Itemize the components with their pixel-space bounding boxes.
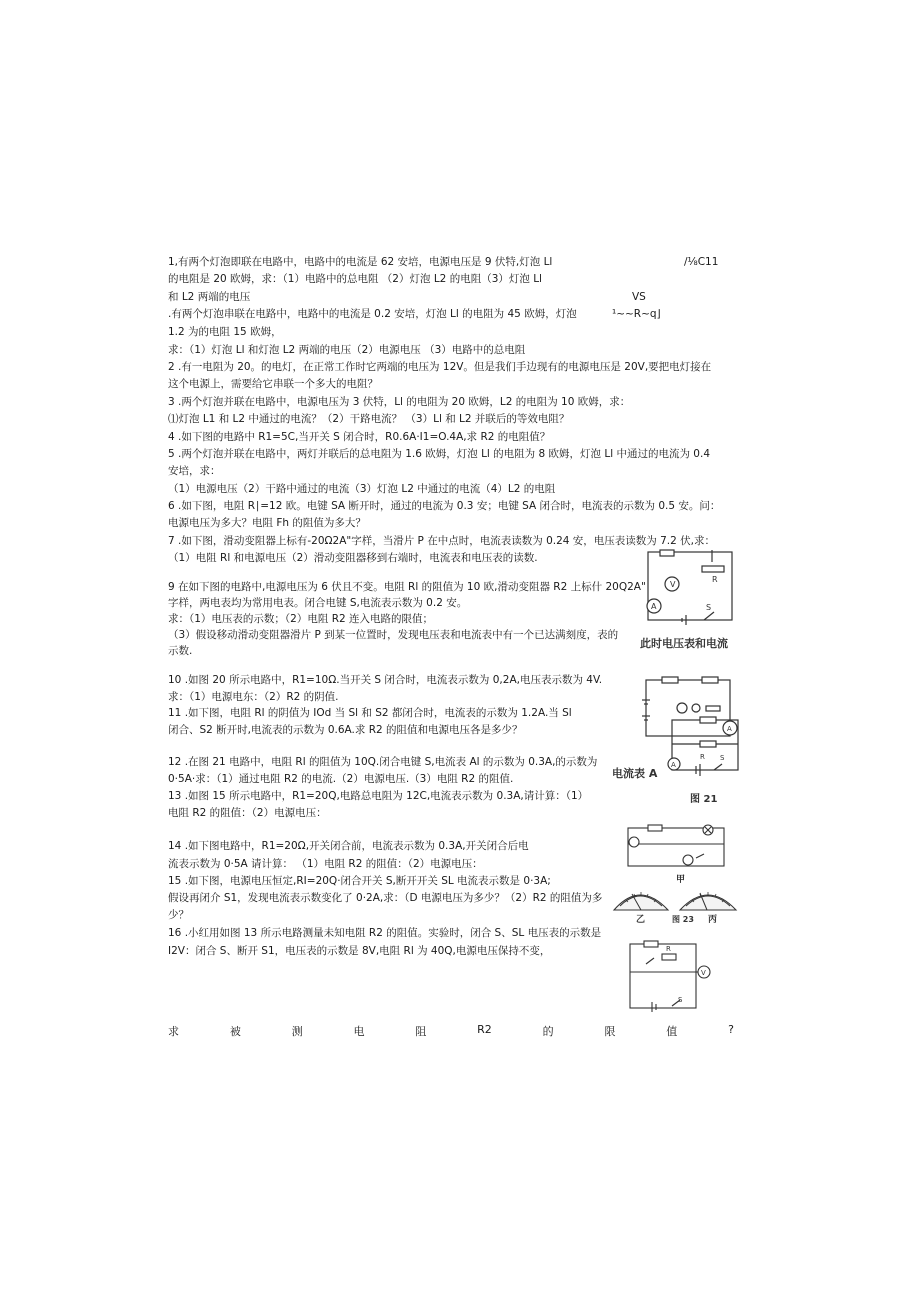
problem-3-line-1: 3 .两个灯泡并联在电路中，电源电压为 3 伏特，Ll 的电阻为 20 欧姆，L2 的电阻为 10 欧姆，求：	[168, 396, 631, 408]
problem-5-line-1: 5 .两个灯泡并联在电路中，两灯并联后的总电阻为 1.6 欧姆，灯泡 Ll 的电阻为 8 欧姆，灯泡 Ll 中通过的电流为 0.4	[168, 448, 711, 460]
final-word: 被	[229, 1025, 241, 1038]
figure-21-caption: 图 21	[690, 794, 718, 805]
problem-12-line-2: 0·5A·求：（1）通过电阻 R2 的电流.（2）电源电压.（3）电阻 R2 的阻值.	[168, 773, 514, 785]
problem-1-line-3: 和 L2 两端的电压	[168, 291, 251, 303]
circuit-figure-jia	[622, 820, 732, 872]
final-word: 限	[604, 1025, 616, 1038]
problem-13-line-2: 电阻 R2 的阻值：（2）电源电压：	[168, 807, 327, 819]
problem-5-line-3: （1）电源电压（2）干路中通过的电流（3）灯泡 L2 中通过的电流（4）L2 的电阻	[168, 483, 556, 495]
problem-14-line-1: 14 .如下图电路中，R1=20Ω,开关闭合前，电流表示数为 0.3A,开关闭合后电	[168, 840, 529, 852]
svg-text:A: A	[727, 725, 732, 733]
side-note-1: /⅛C11	[684, 256, 719, 268]
svg-text:S: S	[678, 996, 683, 1004]
problem-2-line-2: 这个电源上，需要给它串联一个多大的电阻？	[168, 378, 378, 390]
problem-1b-line-1: .有两个灯泡串联在电路中，电路中的电流是 0.2 安培，灯泡 Ll 的电阻为 45 欧姆，灯泡	[168, 308, 577, 320]
meter-yi-label: 乙	[636, 915, 646, 925]
svg-text:V: V	[670, 580, 676, 589]
final-word: ?	[728, 1023, 734, 1036]
problem-1b-line-2: 1.2 为的电阻 15 欧姆，	[168, 326, 282, 338]
side-note-2: VS	[632, 291, 646, 303]
problem-6-line-2: 电源电压为多大？电阻 Fh 的阻值为多大？	[168, 517, 366, 529]
problem-9-line-2: 字样，两电表均为常用电表。闭合电键 S,电流表示数为 0.2 安。	[168, 597, 468, 609]
problem-5-line-2: 安培，求：	[168, 465, 221, 477]
problem-16-line-1: 16 .小红用如图 13 所示电路测量未知电阻 R2 的阻值。实验时，闭合 S、SL 电压表的示数是	[168, 927, 602, 939]
final-word: 的	[542, 1025, 554, 1038]
svg-text:A: A	[671, 761, 676, 769]
circuit-diagram-jia	[622, 820, 732, 872]
problem-13-line-1: 13 .如图 15 所示电路中，R1=20Q,电路总电阻为 12C,电流表示数为 0.3A,请计算：（1）	[168, 790, 589, 802]
final-word: R2	[477, 1023, 492, 1036]
svg-text:S: S	[720, 754, 725, 762]
svg-text:R: R	[712, 575, 718, 584]
meter-bing-label: 丙	[708, 915, 718, 925]
problem-11-line-1: 11 .如下图，电阻 Rl 的阴值为 IOd 当 Sl 和 S2 都闭合时，电流表的示数为 1.2A.当 Sl	[168, 707, 572, 719]
problem-15-line-2: 假设再闭介 S1，发现电流表示数变化了 0·2A,求：（D 电源电压为多少？（2）R2 的阻值为多	[168, 892, 603, 904]
final-word: 测	[291, 1025, 303, 1038]
problem-10-line-1: 10 .如图 20 所示电路中，R1=10Ω.当开关 S 闭合时，电流表示数为 0,2A,电压表示数为 4V.	[168, 674, 603, 686]
problem-15-line-1: 15 .如下图，电源电压恒定,RI=20Q·闭合开关 S,断开开关 SL 电流表示数是 0·3A;	[168, 875, 551, 887]
circuit-diagram-13	[622, 936, 714, 1014]
problem-9-line-4: （3）假设移动滑动变阻器滑片 P 到某一位置时，发现电压表和电流表中有一个已达满刻度，表的	[168, 629, 619, 641]
circuit-figure-9	[642, 548, 738, 630]
problem-4-line-1: 4 .如下图的电路中 R1=5C,当开关 S 闭合时，R0.6A·I1=O.4A,求 R2 的电阻值？	[168, 431, 551, 443]
side-note-3: ¹~~R~q⌋	[612, 308, 661, 320]
svg-text:R: R	[666, 945, 671, 953]
svg-text:R: R	[700, 753, 705, 761]
final-word: 值	[666, 1025, 678, 1038]
svg-text:S: S	[706, 603, 712, 612]
problem-1b-line-3: 求：（1）灯泡 Ll 和灯泡 L2 两端的电压（2）电源电压 （3）电路中的总电阻	[168, 344, 526, 356]
figure-23-caption: 图 23	[672, 915, 694, 924]
problem-12-line-1: 12 .在图 21 电路中，电阻 Rl 的阻值为 10Q.闭合电键 S,电流表 Al 的示数为 0.3A,的示数为	[168, 756, 598, 768]
r1-label	[662, 548, 668, 549]
final-word: 阻	[415, 1025, 427, 1038]
svg-text:A: A	[651, 602, 657, 611]
ammeter-label: 电流表 A	[612, 767, 658, 780]
final-word: 求	[168, 1025, 179, 1038]
svg-text:V: V	[701, 969, 706, 977]
problem-15-line-3: 少？	[168, 909, 189, 921]
problem-11-line-2: 闭合、S2 断开时,电流表的示数为 0.6A.求 R2 的阻值和电源电压各是多少？	[168, 724, 523, 736]
problem-6-line-1: 6 .如下图，电阻 R∣=12 欧。电键 SA 断开时，通过的电流为 0.3 安；电键 SA 闭合时，电流表的示数为 0.5 安。问：	[168, 500, 721, 512]
circuit-figure-21	[660, 714, 746, 776]
circuit-diagram-9	[642, 548, 738, 630]
figure-9-caption: 此时电压表和电流	[640, 637, 728, 650]
problem-9-line-1: 9 在如下图的电路中,电源电压为 6 伏且不变。电阻 Rl 的阻值为 10 欧,滑动变阻器 R2 上标什 20Q2A"	[168, 581, 646, 593]
problem-7-line-2: （1）电阻 Rl 和电源电压（2）滑动变阻器移到右端时，电流表和电压表的读数.	[168, 552, 538, 564]
problem-16-line-2: I2V：闭合 S、断开 S1，电压表的示数是 8V,电阻 Rl 为 40Q,电源电压保持不变，	[168, 945, 551, 957]
problem-10-line-2: 求：（1）电源电东：（2）R2 的阴值.	[168, 691, 339, 703]
problem-2-line-1: 2 .有一电阻为 20。的电灯，在正常工作时它两端的电压为 12V。但是我们手边现有的电源电压是 20V,要把电灯接在	[168, 361, 712, 373]
problem-1-line-2: 的电阻是 20 欧姆，求：（1）电路中的总电阻 （2）灯泡 L2 的电阻（3）灯泡 Ll	[168, 273, 542, 285]
circuit-figure-13	[622, 936, 714, 1014]
problem-1-line-1: 1,有两个灯泡即联在电路中，电路中的电流是 62 安培，电源电压是 9 伏特,灯泡 Ll	[168, 256, 553, 268]
problem-9-line-3: 求：（1）电压表的示数；（2）电阻 R2 连入电路的限值；	[168, 613, 434, 625]
circuit-diagram-21	[660, 714, 746, 776]
problem-7-line-1: 7 .如下图，滑动变阻器上标有-20Ω2A"字样，当滑片 P 在中点时，电流表读数为 0.24 安，电压表读数为 7.2 伏,求：	[168, 535, 715, 547]
final-word: 电	[353, 1025, 365, 1038]
problem-14-line-2: 流表示数为 0·5A 请计算： （1）电阻 R2 的阻值：（2）电源电压：	[168, 858, 483, 870]
problem-9-line-5: 示数.	[168, 645, 193, 657]
final-question	[168, 1023, 734, 1039]
figure-jia-label: 甲	[676, 875, 686, 885]
problem-3-line-2: ⑴灯泡 L1 和 L2 中通过的电流？（2）干路电流？ （3）Ll 和 L2 并联后的等效电阻？	[168, 413, 570, 425]
